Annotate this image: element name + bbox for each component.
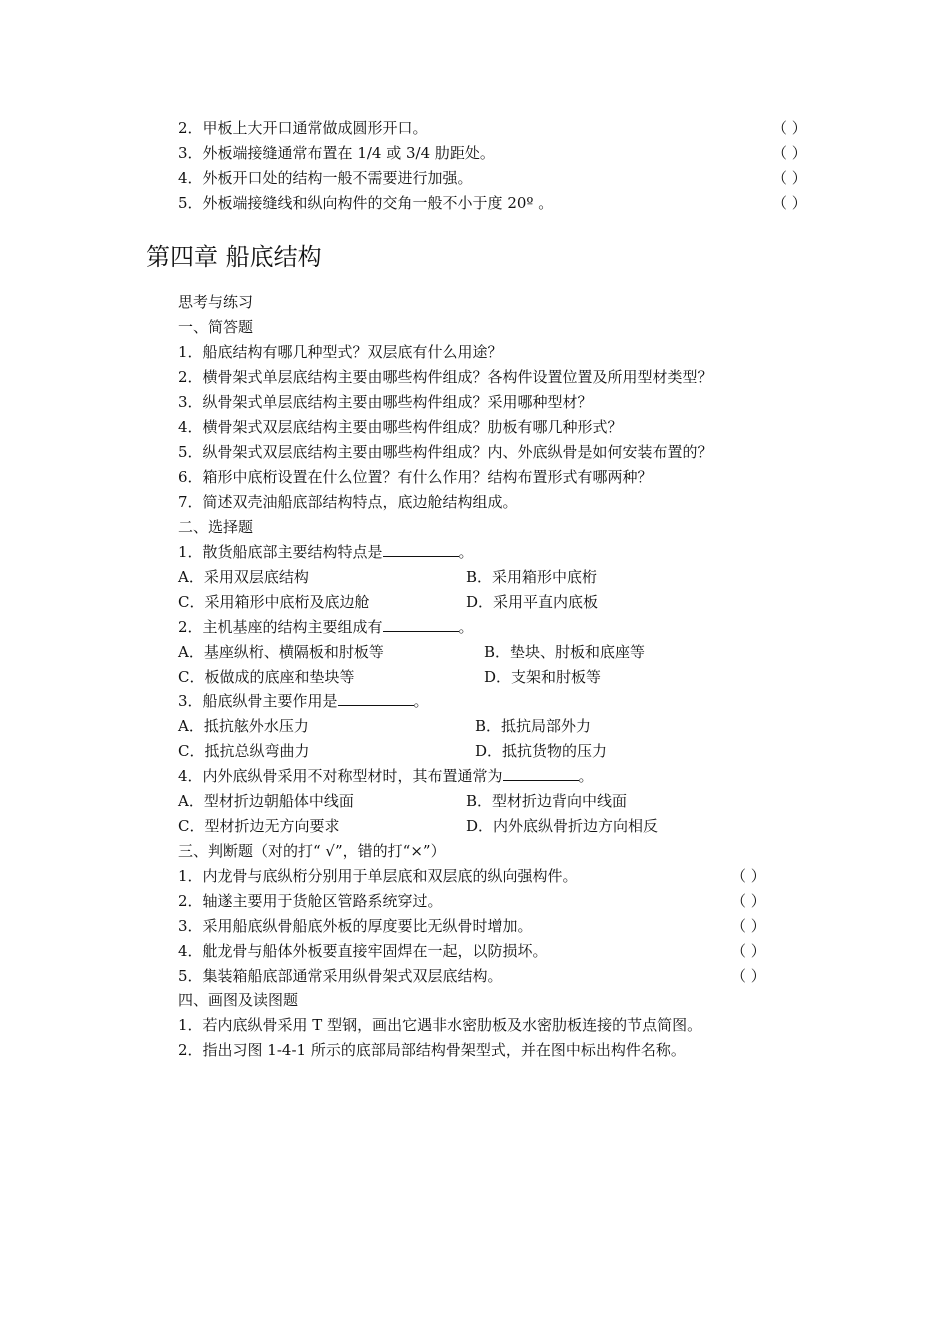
mc-question-2-end: 。 <box>458 618 474 636</box>
mc-q2-option-a[interactable]: A．基座纵桁、横隔板和肘板等 <box>178 643 384 661</box>
mc-q3-option-c[interactable]: C．抵抗总纵弯曲力 <box>178 742 310 760</box>
answer-paren[interactable]: （ ） <box>731 967 766 985</box>
short-answer-6: 6．箱形中底桁设置在什么位置？有什么作用？结构布置形式有哪两种？ <box>178 468 653 486</box>
short-answer-5: 5．纵骨架式双层底结构主要由哪些构件组成？内、外底纵骨是如何安装布置的？ <box>178 443 713 461</box>
answer-paren[interactable]: （ ） <box>731 892 766 910</box>
judge-question-3: 3．采用船底纵骨船底外板的厚度要比无纵骨时增加。 <box>178 917 533 935</box>
answer-blank[interactable] <box>383 542 459 557</box>
short-answer-2: 2．横骨架式单层底结构主要由哪些构件组成？各构件设置位置及所用型材类型？ <box>178 368 713 386</box>
drawing-question-2: 2．指出习图 1-4-1 所示的底部局部结构骨架型式，并在图中标出构件名称。 <box>178 1041 686 1059</box>
mc-q3-option-a[interactable]: A．抵抗舷外水压力 <box>178 717 309 735</box>
mc-question-4-text: 4．内外底纵骨采用不对称型材时，其布置通常为 <box>178 767 503 785</box>
answer-paren[interactable]: （ ） <box>731 917 766 935</box>
mc-q1-option-a[interactable]: A．采用双层底结构 <box>178 568 309 586</box>
judge-question-1: 1．内龙骨与底纵桁分别用于单层底和双层底的纵向强构件。 <box>178 867 578 885</box>
judge-question-5: 5．集装箱船底部通常采用纵骨架式双层底结构。 <box>178 967 503 985</box>
mc-q1-option-c[interactable]: C．采用箱形中底桁及底边舱 <box>178 593 370 611</box>
tf-question-4: 4．外板开口处的结构一般不需要进行加强。 <box>178 169 473 187</box>
mc-q1-option-d[interactable]: D．采用平直内底板 <box>466 593 599 611</box>
answer-paren[interactable]: （ ） <box>772 169 807 187</box>
mc-question-2-text: 2．主机基座的结构主要组成有 <box>178 618 383 636</box>
mc-question-4-end: 。 <box>578 767 594 785</box>
answer-blank[interactable] <box>338 691 414 706</box>
mc-q4-option-b[interactable]: B．型材折边背向中线面 <box>466 792 628 810</box>
section-short-answer-title: 一、简答题 <box>178 318 254 336</box>
section-choice-title: 二、选择题 <box>178 518 254 536</box>
drawing-question-1: 1．若内底纵骨采用 T 型钢，画出它遇非水密肋板及水密肋板连接的节点简图。 <box>178 1016 703 1034</box>
mc-q2-option-b[interactable]: B．垫块、肘板和底座等 <box>484 643 646 661</box>
tf-question-5: 5．外板端接缝线和纵向构件的交角一般不小于度 20º 。 <box>178 194 554 212</box>
short-answer-3: 3．纵骨架式单层底结构主要由哪些构件组成？采用哪种型材？ <box>178 393 593 411</box>
mc-q4-option-d[interactable]: D．内外底纵骨折边方向相反 <box>466 817 659 835</box>
answer-paren[interactable]: （ ） <box>772 144 807 162</box>
mc-question-3 <box>178 691 429 711</box>
short-answer-1: 1．船底结构有哪几种型式？双层底有什么用途？ <box>178 343 503 361</box>
answer-paren[interactable]: （ ） <box>731 867 766 885</box>
section-drawing-title: 四、画图及读图题 <box>178 991 299 1009</box>
mc-question-1-text: 1．散货船底部主要结构特点是 <box>178 543 383 561</box>
tf-question-3: 3．外板端接缝通常布置在 1/4 或 3/4 肋距处。 <box>178 144 495 162</box>
mc-question-1 <box>178 542 474 562</box>
answer-paren[interactable]: （ ） <box>772 194 807 212</box>
mc-q4-option-c[interactable]: C．型材折边无方向要求 <box>178 817 340 835</box>
short-answer-4: 4．横骨架式双层底结构主要由哪些构件组成？肋板有哪几种形式？ <box>178 418 623 436</box>
chapter-title: 第四章 船底结构 <box>146 243 322 271</box>
mc-question-3-text: 3．船底纵骨主要作用是 <box>178 692 338 710</box>
section-judge-title: 三、判断题（对的打“ √”，错的打“×”） <box>178 842 446 860</box>
mc-q2-option-d[interactable]: D．支架和肘板等 <box>484 668 602 686</box>
mc-q4-option-a[interactable]: A．型材折边朝船体中线面 <box>178 792 354 810</box>
mc-q3-option-d[interactable]: D．抵抗货物的压力 <box>475 742 608 760</box>
answer-paren[interactable]: （ ） <box>772 119 807 137</box>
mc-q1-option-b[interactable]: B．采用箱形中底桁 <box>466 568 598 586</box>
mc-q2-option-c[interactable]: C．板做成的底座和垫块等 <box>178 668 355 686</box>
mc-question-4 <box>178 766 594 786</box>
answer-paren[interactable]: （ ） <box>731 942 766 960</box>
exercise-heading: 思考与练习 <box>178 293 254 311</box>
answer-blank[interactable] <box>383 617 459 632</box>
answer-blank[interactable] <box>503 766 579 781</box>
mc-q3-option-b[interactable]: B．抵抗局部外力 <box>475 717 592 735</box>
mc-question-2 <box>178 617 474 637</box>
mc-question-1-end: 。 <box>458 543 474 561</box>
short-answer-7: 7．简述双壳油船底部结构特点，底边舱结构组成。 <box>178 493 518 511</box>
tf-question-2: 2．甲板上大开口通常做成圆形开口。 <box>178 119 428 137</box>
judge-question-4: 4．舭龙骨与船体外板要直接牢固焊在一起，以防损坏。 <box>178 942 548 960</box>
mc-question-3-end: 。 <box>413 692 429 710</box>
judge-question-2: 2．轴遂主要用于货舱区管路系统穿过。 <box>178 892 443 910</box>
